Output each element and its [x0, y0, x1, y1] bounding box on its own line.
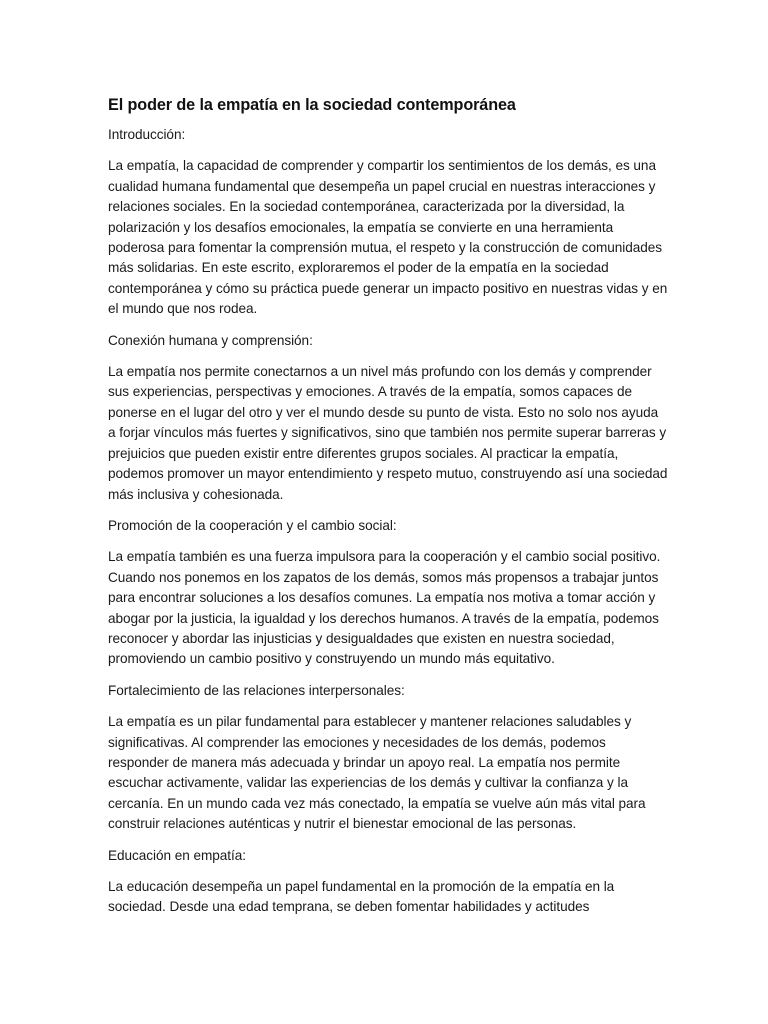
- section-educacion-empatia: [108, 846, 668, 918]
- section-paragraph: La educación desempeña un papel fundamental en la promoción de la empatía en la sociedad. Desde una edad temprana, se deben fomentar habilidades y actitudes: [108, 879, 615, 915]
- section-cooperacion: [108, 516, 668, 670]
- section-paragraph: La empatía también es una fuerza impulsora para la cooperación y el cambio social positivo. Cuando nos ponemos en los zapatos de los demás, somos más propensos a trabajar juntos para encontrar soluciones a los desafíos comunes. La empatía nos motiva a tomar acción y abogar por la justicia, la igualdad y los derechos humanos. A través de la empatía, podemos reconocer y abordar las injusticias y desigualdades que existen en nuestra sociedad, promoviendo un cambio positivo y construyendo un mundo más equitativo.: [108, 549, 661, 667]
- document-title: El poder de la empatía en la sociedad contemporánea: [108, 96, 516, 114]
- section-introduccion: [108, 125, 668, 320]
- section-paragraph: La empatía es un pilar fundamental para establecer y mantener relaciones saludables y significativas. Al comprender las emociones y necesidades de los demás, podemos responder de manera más adecuada y brindar un apoyo real. La empatía nos permite escuchar activamente, validar las experiencias de los demás y cultivar la confianza y la cercanía. En un mundo cada vez más conectado, la empatía se vuelve aún más vital para construir relaciones auténticas y nutrir el bienestar emocional de las personas.: [108, 714, 646, 832]
- section-paragraph: La empatía, la capacidad de comprender y compartir los sentimientos de los demás, es una cualidad humana fundamental que desempeña un papel crucial en nuestras interacciones y relaciones sociales. En la sociedad contemporánea, caracterizada por la diversidad, la polarización y los desafíos emocionales, la empatía se convierte en una herramienta poderosa para fomentar la comprensión mutua, el respeto y la construcción de comunidades más solidarias. En este escrito, exploraremos el poder de la empatía en la sociedad contemporánea y cómo su práctica puede generar un impacto positivo en nuestras vidas y en el mundo que nos rodea.: [108, 158, 668, 317]
- section-heading: Educación en empatía:: [108, 847, 247, 863]
- section-heading: Conexión humana y comprensión:: [108, 332, 313, 348]
- section-relaciones-interpersonales: [108, 681, 668, 835]
- section-heading: Fortalecimiento de las relaciones interpersonales:: [108, 682, 405, 698]
- section-paragraph: La empatía nos permite conectarnos a un nivel más profundo con los demás y comprender sus experiencias, perspectivas y emociones. A través de la empatía, somos capaces de ponerse en el lugar del otro y ver el mundo desde su punto de vista. Esto no solo nos ayuda a forjar vínculos más fuertes y significativos, sino que también nos permite superar barreras y prejuicios que pueden existir entre diferentes grupos sociales. Al practicar la empatía, podemos promover un mayor entendimiento y respeto mutuo, construyendo así una sociedad más inclusiva y cohesionada.: [108, 364, 668, 502]
- section-conexion-humana: [108, 331, 668, 505]
- section-heading: Introducción:: [108, 127, 186, 142]
- section-heading: Promoción de la cooperación y el cambio social:: [108, 517, 397, 533]
